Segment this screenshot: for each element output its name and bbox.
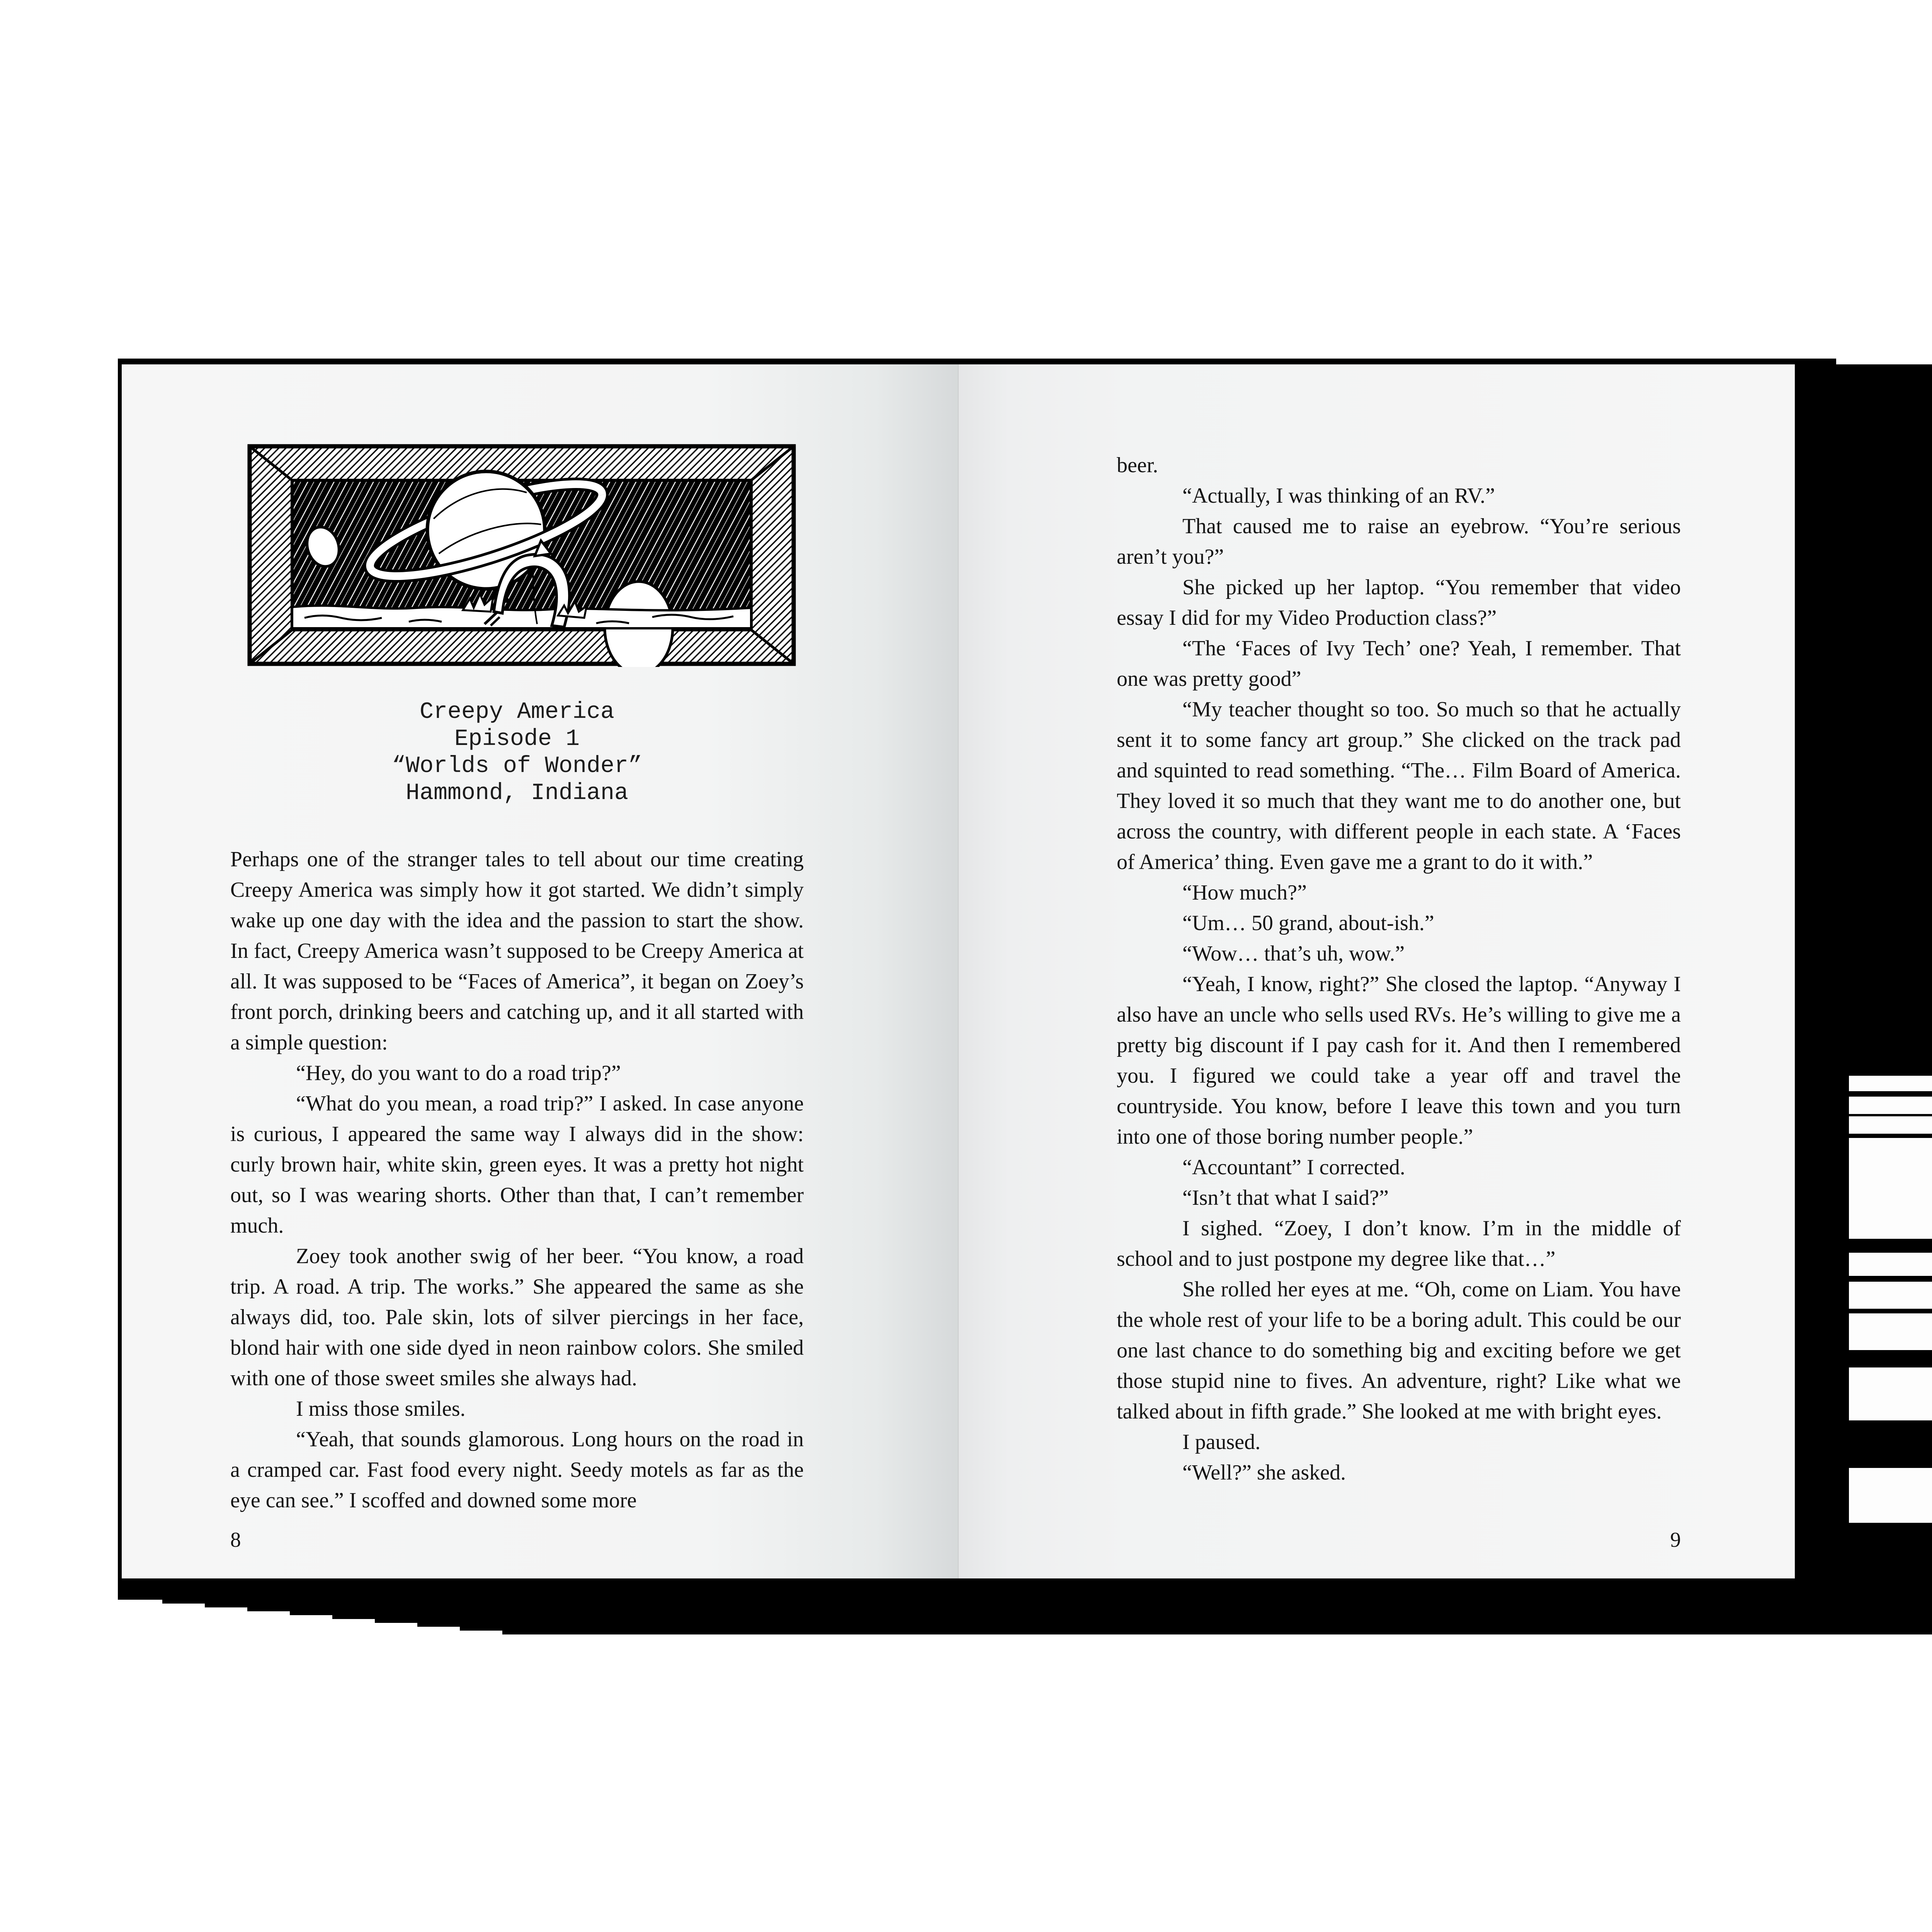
paragraph: “Hey, do you want to do a road trip?” <box>296 1061 621 1085</box>
left-page <box>122 364 959 1578</box>
paragraph: “Um… 50 grand, about-ish.” <box>1182 911 1434 935</box>
paragraph: I miss those smiles. <box>296 1397 466 1421</box>
paragraph: “Yeah, I know, right?” She closed the laptop. “Anyway I also have an uncle who sells used RVs. He’s willing to give me a pretty big discount if I pay cash for it. And then I remembered you. I figured we could take a year off and travel the countryside. You know, before I leave this town and you turn into one of those boring number people.” <box>1117 972 1681 1149</box>
paragraph: “The ‘Faces of Ivy Tech’ one? Yeah, I remember. That one was pretty good” <box>1117 636 1681 691</box>
page-edge-stripe <box>1849 1468 1932 1523</box>
right-page-body-text <box>1117 450 1681 1488</box>
planet-dolphin-illustration <box>247 443 797 667</box>
paragraph: “Accountant” I corrected. <box>1182 1155 1405 1179</box>
paragraph: “Yeah, that sounds glamorous. Long hours on the road in a cramped car. Fast food every night. Seedy motels as far as the eye can see.” I scoffed and downed some more <box>230 1427 804 1512</box>
paragraph: I sighed. “Zoey, I don’t know. I’m in the middle of school and to just postpone my degree like that…” <box>1117 1216 1681 1271</box>
paragraph: I paused. <box>1182 1430 1261 1454</box>
paragraph: “My teacher thought so too. So much so that he actually sent it to some fancy art group.” She clicked on the track pad and squinted to read something. “The… Film Board of America. They loved it so much that they want me to do another one, but across the country, with different people in each state. A ‘Faces of America’ thing. Even gave me a grant to do it with.” <box>1117 697 1681 874</box>
episode-title-block <box>230 699 804 807</box>
page-edge-stripe <box>1849 1138 1932 1239</box>
page-edge-stripe <box>1849 1282 1932 1309</box>
paragraph: That caused me to raise an eyebrow. “You’re serious aren’t you?” <box>1117 514 1681 569</box>
right-page-number: 9 <box>1670 1528 1681 1551</box>
paragraph: She picked up her laptop. “You remember that video essay I did for my Video Production class?” <box>1117 575 1681 630</box>
paragraph: “Isn’t that what I said?” <box>1182 1186 1389 1210</box>
episode-title-line: Episode 1 <box>454 726 580 752</box>
paragraph: She rolled her eyes at me. “Oh, come on Liam. You have the whole rest of your life to be a boring adult. This could be our one last chance to do something big and exciting before we get those stupid nine to fives. An adventure, right? Like what we talked about in fifth grade.” She looked at me with bright eyes. <box>1117 1277 1681 1423</box>
left-page-number: 8 <box>230 1528 241 1551</box>
paragraph: “Well?” she asked. <box>1182 1461 1346 1485</box>
paragraph: Zoey took another swig of her beer. “You know, a road trip. A road. A trip. The works.” She appeared the same as she always did, too. Pale skin, lots of silver piercings in her face, blond hair with one side dyed in neon rainbow colors. She smiled with one of those sweet smiles she always had. <box>230 1244 804 1390</box>
page-edge-stripe <box>1849 1097 1932 1114</box>
paragraph: “Wow… that’s uh, wow.” <box>1182 942 1405 966</box>
paragraph: beer. <box>1117 453 1158 477</box>
book-spine-gutter <box>958 364 959 1578</box>
page-edge-stripe <box>1849 1367 1932 1420</box>
page-edge-stripe <box>1849 1076 1932 1091</box>
episode-title-line: Hammond, Indiana <box>405 780 629 806</box>
paragraph: Perhaps one of the stranger tales to tell about our time creating Creepy America was simply how it got started. We didn’t simply wake up one day with the idea and the passion to start the show. In fact, Creepy America wasn’t supposed to be Creepy America at all. It was supposed to be “Faces of America”, it began on Zoey’s front porch, drinking beers and catching up, and it all started with a simple question: <box>230 847 804 1054</box>
episode-title-line: “Worlds of Wonder” <box>391 753 643 779</box>
page-edge-stripe <box>1849 1116 1932 1134</box>
paragraph: “What do you mean, a road trip?” I asked. In case anyone is curious, I appeared the same way I always did in the show: curly brown hair, white skin, green eyes. It was a pretty hot night out, so I was wearing shorts. Other than that, I can’t remember much. <box>230 1092 804 1238</box>
page-edge-stripe <box>1849 1313 1932 1350</box>
paragraph: “Actually, I was thinking of an RV.” <box>1182 484 1495 508</box>
paragraph: “How much?” <box>1182 881 1307 905</box>
left-page-body-text <box>230 844 804 1516</box>
right-page <box>959 364 1795 1578</box>
episode-title-line: Creepy America <box>419 699 615 725</box>
page-edge-stripe <box>1849 1253 1932 1276</box>
